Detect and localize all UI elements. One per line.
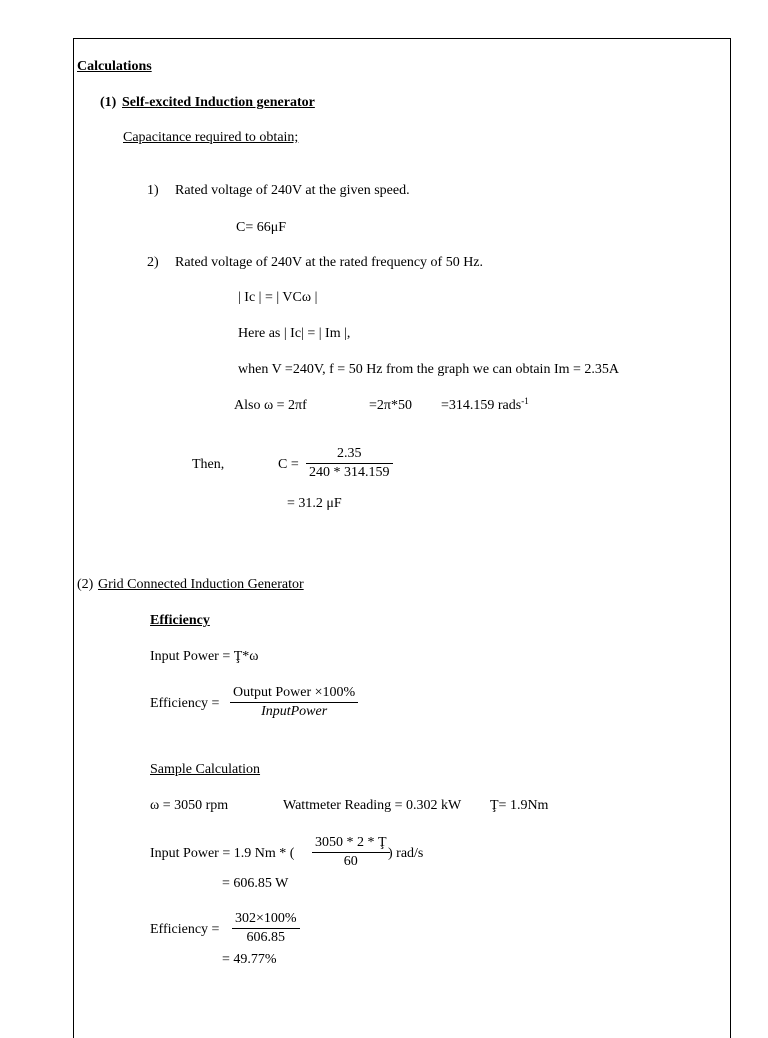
then-label: Then, [192, 457, 225, 472]
item2-line2: Here as | Ic| = | Im |, [238, 326, 351, 341]
capacitance-numerator: 2.35 [337, 446, 362, 461]
section1-number: (1) [100, 95, 117, 110]
item2-line1: | Ic | = | VCω | [238, 290, 318, 305]
input-power-rhs: ) rad/s [388, 846, 424, 861]
efficiency2-lhs: Efficiency = [150, 922, 220, 937]
input-power-numerator: 3050 * 2 * Ţ [315, 835, 387, 850]
item1-result: C= 66μF [236, 220, 287, 235]
input-power-fraction [312, 835, 390, 870]
item2-number: 2) [147, 255, 159, 270]
capacitance-denominator: 240 * 314.159 [309, 465, 390, 480]
efficiency2-numerator: 302×100% [235, 911, 297, 926]
item1-number: 1) [147, 183, 159, 198]
sample-heading: Sample Calculation [150, 762, 261, 777]
efficiency2-fraction [232, 911, 300, 946]
section1-title: Self-excited Induction generator [122, 95, 315, 110]
efficiency-fraction [230, 685, 358, 720]
input-power-result: = 606.85 W [222, 876, 289, 891]
input-power-denominator: 60 [343, 854, 358, 869]
item1-text: Rated voltage of 240V at the given speed. [175, 183, 410, 198]
speed-value: ω = 3050 rpm [150, 798, 229, 813]
page-heading: Calculations [77, 59, 152, 74]
omega-exponent: -1 [521, 396, 529, 406]
capacitance-result: = 31.2 μF [287, 496, 342, 511]
section2-title: Grid Connected Induction Generator [98, 577, 304, 592]
capacitance-fraction [306, 446, 393, 481]
capacitance-lhs: C = [278, 457, 299, 472]
omega-label: Also ω = 2πf [234, 398, 307, 413]
item2-text: Rated voltage of 240V at the rated frequency of 50 Hz. [175, 255, 484, 270]
efficiency2-denominator: 606.85 [246, 930, 286, 945]
input-power-lhs: Input Power = 1.9 Nm * ( [150, 846, 295, 861]
section1-subtitle: Capacitance required to obtain; [123, 130, 299, 145]
input-power-formula: Input Power = Ţ*ω [150, 649, 259, 664]
omega-value: =314.159 rads$^{-1}$ [441, 396, 529, 413]
efficiency-heading: Efficiency [150, 613, 210, 628]
section2-number: (2) [77, 577, 94, 592]
efficiency-numerator: Output Power ×100% [233, 685, 356, 700]
efficiency-lhs: Efficiency = [150, 696, 220, 711]
efficiency-denominator: InputPower [261, 704, 328, 719]
torque-value: Ţ= 1.9Nm [490, 798, 549, 813]
wattmeter-reading: Wattmeter Reading = 0.302 kW [283, 798, 462, 813]
item2-line3: when V =240V, f = 50 Hz from the graph we can obtain Im = 2.35A [238, 362, 620, 377]
efficiency2-result: = 49.77% [222, 952, 277, 967]
omega-step: =2π*50 [369, 398, 412, 413]
